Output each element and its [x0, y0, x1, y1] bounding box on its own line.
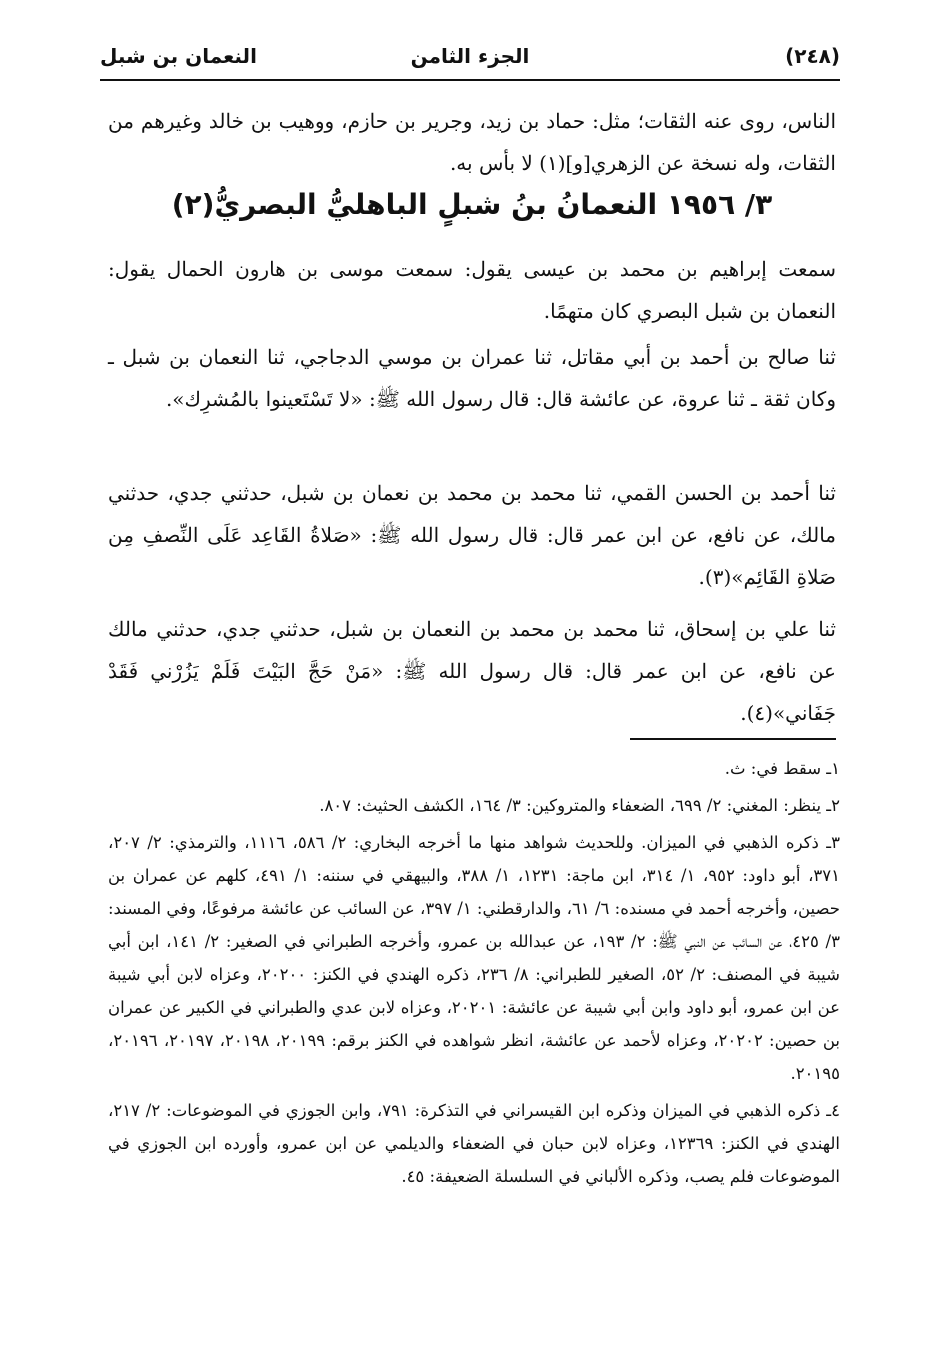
body-paragraph — [108, 248, 836, 332]
entry-title: ٣/ ١٩٥٦ النعمانُ بنُ شبلٍ الباهليُّ البصريُّ(٢) — [171, 188, 773, 221]
body-paragraph — [108, 472, 836, 598]
body-paragraph — [108, 608, 836, 734]
paragraph-text: ثنا صالح بن أحمد بن أبي مقاتل، ثنا عمران بن موسي الدجاجي، ثنا النعمان بن شبل ـ وكان ثقة ـ ثنا عروة، عن عائشة قال: قال رسول الله ﷺ: «لا تَسْتَعينوا بالمُشرِك». — [108, 345, 836, 411]
paragraph-text: ثنا علي بن إسحاق، ثنا محمد بن محمد بن النعمان بن شبل، حدثني جدي، حدثني مالك عن نافع، عن ابن عمر قال: قال رسول الله ﷺ: «مَنْ حَجَّ البَيْتَ فَلَمْ يَزُرْني فَقَدْ جَفَاني»(٤). — [108, 617, 836, 725]
running-title: النعمان بن شبل — [100, 44, 257, 68]
intro-text: الناس، روى عنه الثقات؛ مثل: حماد بن زيد، وجرير بن حازم، ووهيب بن خالد وغيرهم من الثقات، وله نسخة عن الزهري[و](١) لا بأس به. — [108, 109, 836, 175]
footnotes — [108, 752, 840, 1197]
part-title: الجزء الثامن — [410, 44, 530, 68]
footnote-rule — [630, 738, 836, 740]
paragraph-text: ثنا أحمد بن الحسن القمي، ثنا محمد بن محمد بن نعمان بن شبل، حدثني جدي، حدثني مالك، عن نافع، عن ابن عمر قال: قال رسول الله ﷺ: «صَلاةُ القَاعِد عَلَى النِّصفِ مِن صَلاةِ القَائِم»(٣). — [108, 481, 837, 589]
footnote: ٣ـ ذكره الذهبي في الميزان. وللحديث شواهد منها ما أخرجه البخاري: ٢/ ٥٨٦، ١١١٦، والترمذي: ٢/ ٢٠٧، ٣٧١، أبو داود: ٩٥٢، ١/ ٣١٤، ابن ماجة: ١٢٣١، ١/ ٣٨٨، والبيهقي في سننه: ١/ ٤٩١، كلهم عن عمران بن حصين، وأخرجه أحمد في مسنده: ٦/ ٦١، والدارقطني: ١/ ٣٩٧، عن السائب عن عائشة مرفوعًا، وفي المسند: ٣/ ٤٢٥، عن السائب عن النبي ﷺ: ٢/ ١٩٣، عن عبدالله بن عمرو، وأخرجه الطبراني في الصغير: ٢/ ١٤١، ابن أبي شيبة في المصنف: ٢/ ٥٢، الصغير للطبراني: ٨/ ٢٣٦، ذكره الهندي في الكنز: ٢٠٢٠٠، وعزاه لابن أبي شيبة عن ابن عمرو، أبو داود وابن أبي شيبة عن عائشة: ٢٠٢٠١، وعزاه لابن عدي والطبراني في الكبير عن عمران بن حصين: ٢٠٢٠٢، وعزاه لأحمد عن عائشة، انظر شواهده في الكنز برقم: ٢٠١٩٩، ٢٠١٩٨، ٢٠١٩٧، ٢٠١٩٦، ٢٠١٩٥. — [108, 833, 841, 1083]
paragraph-text: سمعت إبراهيم بن محمد بن عيسى يقول: سمعت موسى بن هارون الحمال يقول: النعمان بن شبل البصري كان متهمًا. — [108, 257, 836, 323]
footnote: ٤ـ ذكره الذهبي في الميزان وذكره ابن القيسراني في التذكرة: ٧٩١، وابن الجوزي في الموضوعات: ٢/ ٢١٧، الهندي في الكنز: ١٢٣٦٩، وعزاه لابن حبان في الضعفاء والديلمي عن ابن عمرو، وأورده ابن الجوزي في الموضوعات فلم يصب، وذكره الألباني في السلسلة الضعيفة: ٤٥. — [108, 1101, 841, 1186]
intro-paragraph — [108, 100, 836, 184]
footnote: ٢ـ ينظر: المغني: ٢/ ٦٩٩، الضعفاء والمتروكين: ٣/ ١٦٤، الكشف الحثيث: ٨٠٧. — [319, 796, 840, 815]
footnote: ١ـ سقط في: ث. — [724, 759, 840, 778]
body-paragraph — [108, 336, 836, 420]
header-rule — [100, 79, 840, 81]
page-number: (٢٤٨) — [785, 44, 840, 68]
page-header — [100, 36, 840, 76]
